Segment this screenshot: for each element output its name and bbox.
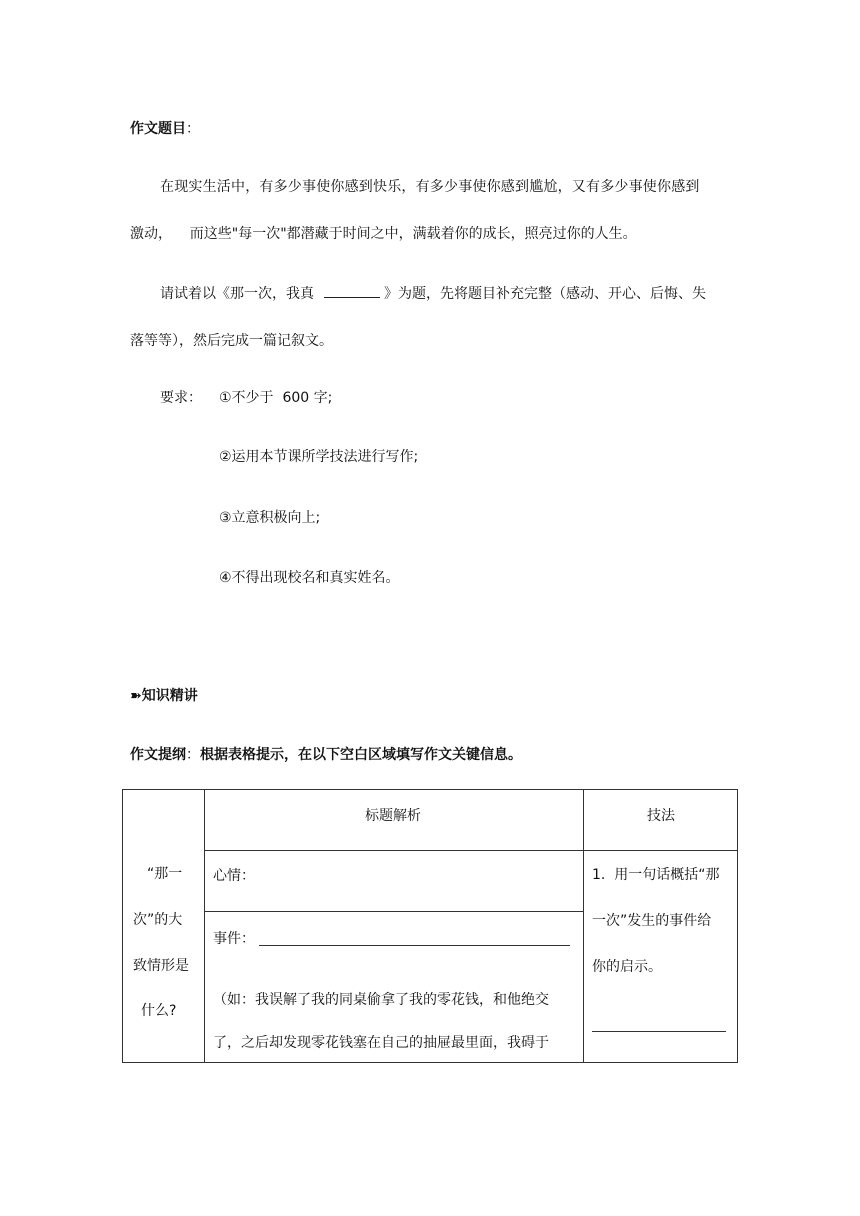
- essay-para2-before: 请试着以《那一次，我真: [160, 286, 314, 302]
- requirement-item-2: ②运用本节课所学技法进行写作;: [219, 449, 419, 465]
- header-title-analysis-label: 标题解析: [365, 808, 421, 824]
- technique-line-2: 一次”发生的事件给: [592, 913, 712, 929]
- requirements-label: 要求：: [160, 390, 202, 406]
- essay-heading: [130, 118, 200, 138]
- section-title: ➽知识精讲: [130, 688, 198, 704]
- question-line-2: 次”的大: [133, 912, 183, 928]
- technique-cell[interactable]: [584, 851, 738, 1063]
- essay-para2-after: 》为题，先将题目补充完整（感动、开心、后悔、失: [384, 286, 706, 302]
- event-label: 事件：: [213, 931, 255, 947]
- outline-line: [130, 744, 522, 764]
- essay-heading-colon: ：: [186, 121, 200, 137]
- question-cell: [123, 790, 205, 1063]
- title-blank: [324, 296, 380, 298]
- event-answer-line[interactable]: [259, 945, 570, 946]
- mood-label: 心情：: [213, 868, 255, 884]
- requirement-item-1: ①不少于 600 字;: [219, 390, 333, 406]
- header-title-analysis: [205, 790, 584, 851]
- event-cell[interactable]: [205, 912, 584, 1063]
- technique-answer-line[interactable]: [592, 1031, 726, 1032]
- header-technique-label: 技法: [647, 808, 675, 824]
- mood-cell[interactable]: [205, 851, 584, 912]
- essay-heading-label: 作文题目: [130, 121, 186, 137]
- requirement-item-4: ④不得出现校名和真实姓名。: [219, 570, 400, 586]
- essay-para1-line2: 激动， 而这些"每一次"都潜藏于时间之中，满载着你的成长，照亮过你的人生。: [130, 226, 637, 242]
- header-technique: [584, 790, 738, 851]
- example-line-2: 了，之后却发现零花钱塞在自己的抽屉最里面，我碍于: [213, 1035, 549, 1051]
- technique-line-3: 你的启示。: [592, 959, 662, 975]
- essay-para1-line1: 在现实生活中，有多少事使你感到快乐，有多少事使你感到尴尬，又有多少事使你感到: [160, 179, 700, 195]
- requirement-item-3: ③立意积极向上;: [219, 510, 321, 526]
- example-line-1: （如：我误解了我的同桌偷拿了我的零花钱，和他绝交: [213, 992, 549, 1008]
- outline-instruction: 根据表格提示，在以下空白区域填写作文关键信息。: [200, 747, 522, 763]
- outline-colon: ：: [186, 747, 200, 763]
- table-mood-row: [123, 851, 738, 912]
- table-header-row: [123, 790, 738, 851]
- outline-table: [122, 789, 738, 1063]
- question-line-1: “那一: [147, 866, 183, 882]
- outline-label: 作文提纲: [130, 747, 186, 763]
- essay-para2-line2: 落等等），然后完成一篇记叙文。: [130, 333, 333, 349]
- question-line-4: 什么?: [141, 1003, 177, 1019]
- technique-line-1: 1. 用一句话概括“那: [592, 867, 720, 883]
- question-line-3: 致情形是: [133, 958, 189, 974]
- essay-para2-line1: [160, 283, 706, 303]
